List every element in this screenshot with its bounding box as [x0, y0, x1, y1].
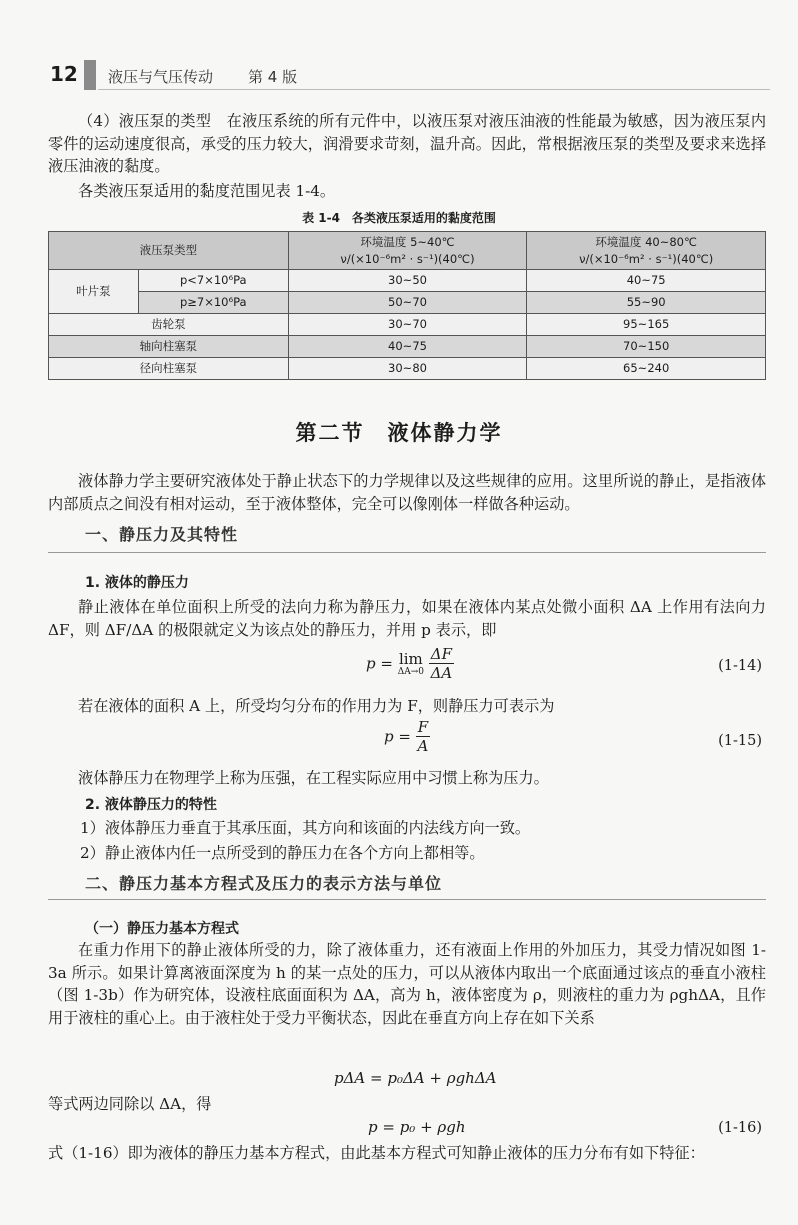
book-title: 液压与气压传动 — [108, 68, 214, 86]
list-item: 2）静止液体内任一点所受到的静压力在各个方向上都相等。 — [80, 844, 485, 862]
header-bar — [84, 60, 96, 90]
header-pump-type: 液压泵类型 — [49, 232, 289, 270]
table-cell: 30~80 — [288, 358, 527, 380]
paragraph-uniform-force: 若在液体的面积 A 上，所受均匀分布的作用力为 F，则静压力可表示为 — [78, 697, 555, 715]
subheading-static-pressure: 1. 液体的静压力 — [85, 575, 189, 591]
table-cell: 65~240 — [527, 358, 766, 380]
heading-static-pressure: 一、静压力及其特性 — [85, 525, 239, 544]
equation-number: (1-16) — [718, 1120, 762, 1136]
equation-1-14: p = lim ΔA→0 $\frac{\Delta F}{\Delta A}$ — [366, 645, 453, 682]
table-cell: 40~75 — [288, 336, 527, 358]
equation-balance: pΔA = p₀ΔA + ρghΔA — [334, 1069, 497, 1087]
table-caption: 表 1-4 各类液压泵适用的黏度范围 — [302, 211, 496, 225]
subheading-properties: 2. 液体静压力的特性 — [85, 797, 217, 813]
viscosity-table — [48, 231, 766, 380]
section-title: 第二节 液体静力学 — [295, 420, 503, 445]
subheading-basic-equation: （一）静压力基本方程式 — [85, 921, 239, 937]
table-cell: 55~90 — [527, 292, 766, 314]
page-number: 12 — [50, 62, 78, 86]
header-temp-high: 环境温度 40~80℃ ν/(×10⁻⁶m² · s⁻¹)(40℃) — [527, 232, 766, 270]
paragraph-intro: 液体静力学主要研究液体处于静止状态下的力学规律以及这些规律的应用。这里所说的静止，是指液体内部质点之间没有相对运动，至于液体整体，完全可以像刚体一样做各种运动。 — [48, 472, 766, 513]
equation-number: (1-15) — [718, 733, 762, 749]
page-header — [50, 60, 770, 94]
paragraph-conclusion: 式（1-16）即为液体的静压力基本方程式，由此基本方程式可知静止液体的压力分布有如下特征： — [48, 1144, 705, 1162]
paragraph-definition: 静止液体在单位面积上所受的法向力称为静压力，如果在液体内某点处微小面积 ΔA 上作用有法向力 ΔF，则 ΔF/ΔA 的极限就定义为该点处的静压力，并用 p 表示，即 — [48, 598, 766, 639]
equation-1-15: p = $\frac{F}{A}$ — [384, 718, 429, 755]
list-item: 1）液体静压力垂直于其承压面，其方向和该面的内法线方向一致。 — [80, 819, 531, 837]
table-cell: 30~50 — [288, 270, 527, 292]
cell-vane-pump: 叶片泵 — [49, 270, 139, 314]
table-cell: 95~165 — [527, 314, 766, 336]
table-cell: 30~70 — [288, 314, 527, 336]
table-cell: p≥7×10⁶Pa — [138, 292, 288, 314]
header-temp-low: 环境温度 5~40℃ ν/(×10⁻⁶m² · s⁻¹)(40℃) — [288, 232, 527, 270]
table-cell: 径向柱塞泵 — [49, 358, 289, 380]
paragraph-text: 在液压系统的所有元件中，以液压泵对液压油液的性能最为敏感，因为液压泵内零件的运动速度很高，承受的压力较大，润滑要求苛刻，温升高。因此，常根据液压泵的类型及要求来选择液压油液的黏度。 — [48, 112, 767, 175]
paragraph-lead: （4）液压泵的类型 — [78, 112, 212, 130]
table-cell: 40~75 — [527, 270, 766, 292]
table-cell: p<7×10⁶Pa — [138, 270, 288, 292]
equation-number: (1-14) — [718, 658, 762, 674]
edition: 第 4 版 — [248, 68, 298, 86]
table-cell: 70~150 — [527, 336, 766, 358]
heading-rule — [48, 899, 766, 900]
paragraph-table-ref: 各类液压泵适用的黏度范围见表 1-4。 — [78, 182, 336, 200]
heading-basic-equation: 二、静压力基本方程式及压力的表示方法与单位 — [85, 874, 443, 893]
table-cell: 轴向柱塞泵 — [49, 336, 289, 358]
paragraph-derivation: 在重力作用下的静止液体所受的力，除了液体重力，还有液面上作用的外加压力，其受力情况如图 1-3a 所示。如果计算离液面深度为 h 的某一点处的压力，可以从液体内取出一个底面通过该点的垂直小液柱（图 1-3b）作为研究体，设液柱底面面积为 ΔA，高为 h，液体密度为 ρ，则液柱的重力为 ρghΔA，且作用于液柱的重心上。由于液柱处于受力平衡状态，因此在垂直方向上存在如下关系 — [48, 941, 766, 1027]
table-cell: 齿轮泵 — [49, 314, 289, 336]
heading-rule — [48, 552, 766, 553]
header-rule — [98, 89, 770, 90]
paragraph-pressure-terms: 液体静压力在物理学上称为压强，在工程实际应用中习惯上称为压力。 — [78, 769, 549, 787]
paragraph-pump-types — [48, 110, 766, 178]
table-cell: 50~70 — [288, 292, 527, 314]
equation-1-16: p = p₀ + ρgh — [368, 1118, 466, 1136]
paragraph-divide: 等式两边同除以 ΔA，得 — [48, 1095, 212, 1113]
